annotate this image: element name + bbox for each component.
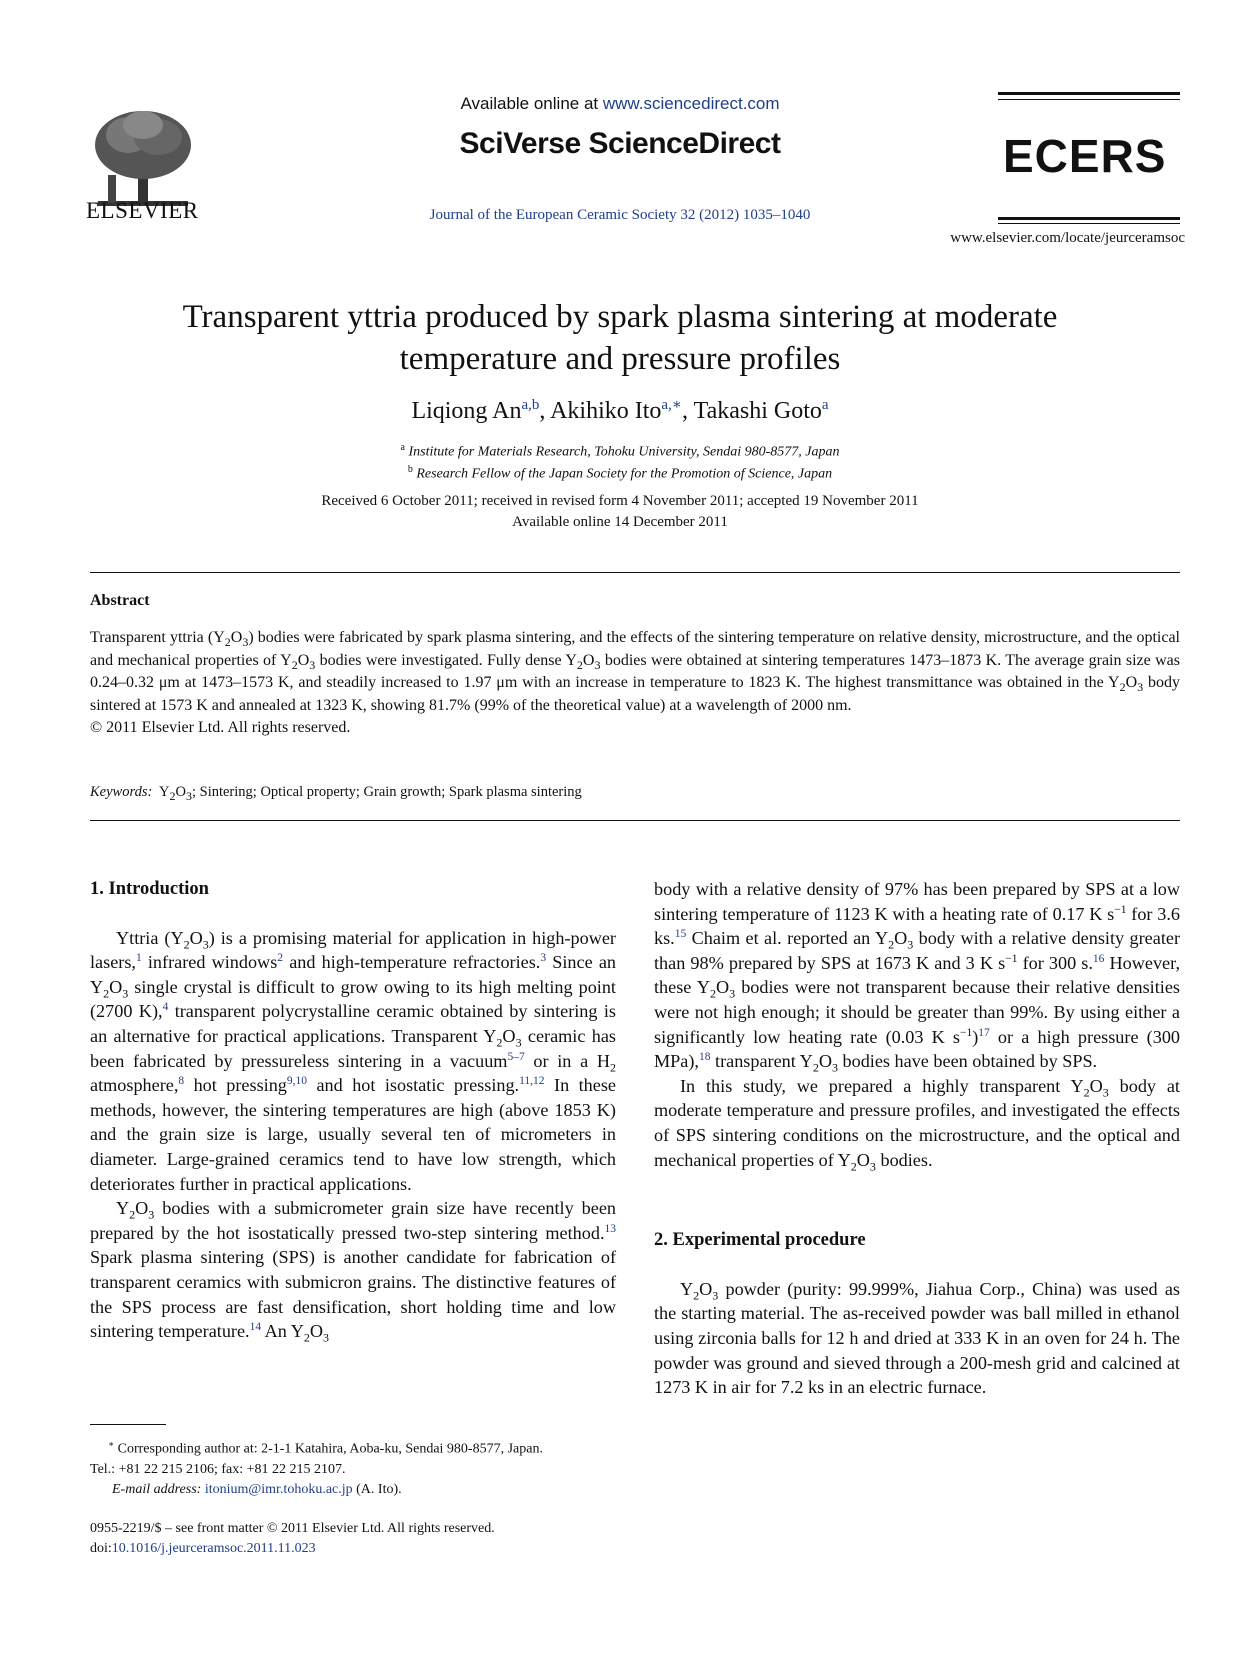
keywords: Keywords: $Y_2O_3$; Sintering; Optical property; Grain growth; Spark plasma sintering	[90, 784, 582, 803]
received-dates: Received 6 October 2011; received in revised form 4 November 2011; accepted 19 November 2011	[321, 493, 919, 509]
abstract-body: Transparent yttria $(Y_2O_3)$ bodies were fabricated by spark plasma sintering, and the effects of the sintering temperature on relative density, microstructure, and the optical and mechanical properties of $Y_2O_3$ bodies were investigated. Fully dense $Y_2O_3$ bodies were obtained at sintering temperatures 1473–1873 K. The average grain size was 0.24–0.32 μm at 1473–1573 K, and steadily increased to 1.97 μm with an increase in temperature to 1823 K. The highest transmittance was obtained in the $Y_2O_3$ body sintered at 1573 K and annealed at 1323 K, showing 81.7% (99% of the theoretical value) at a wavelength of 2000 nm. © 2011 Elsevier Ltd. All rights reserved.	[90, 627, 1180, 740]
left-column	[90, 877, 616, 1344]
affiliation-b: $^b$ Research Fellow of the Japan Society for the Promotion of Science, Japan	[407, 464, 833, 482]
available-online-date: Available online 14 December 2011	[512, 514, 728, 530]
journal-reference[interactable]: Journal of the European Ceramic Society 32 (2012) 1035–1040	[429, 207, 811, 223]
author-affiliation-mark[interactable]: a,b	[521, 397, 540, 413]
sciencedirect-link[interactable]: www.sciencedirect.com	[602, 94, 780, 113]
experimental-paragraph-1: $Y_2O_3$ powder (purity: 99.999%, Jiahua Corp., China) was used as the starting material. The as-received powder was ball milled in ethanol using zirconia balls for 12 h and dried at 333 K in an oven for 24 h. The powder was ground and sieved through a 200-mesh grid and calcined at 1273 K in air for 7.2 ks in an electric furnace.	[654, 1278, 1180, 1398]
society-logo: ECERS	[1003, 130, 1167, 182]
corresponding-author-footnote: ∗ Corresponding author at: 2-1-1 Katahira, Aoba-ku, Sendai 980-8577, Japan. Tel.: +81 22 215 2106; fax: +81 22 215 2107. E-mail address: itonium@imr.tohoku.ac.jp (A. Ito).	[90, 1439, 543, 1497]
publisher-logo-text: ELSEVIER	[86, 198, 199, 223]
right-column	[654, 877, 1180, 1400]
header-rule-bottom-thin	[998, 223, 1180, 224]
author-list: Liqiong An$^{a,b}$, Akihiko Ito$^{a,∗}$, Takashi Goto$^a$	[411, 397, 829, 424]
doi-link[interactable]: 10.1016/j.jeurceramsoc.2011.11.023	[111, 1541, 316, 1556]
header-rule-top	[998, 92, 1180, 95]
header-rule-top-thin	[998, 99, 1180, 100]
author-name: Akihiko Ito	[550, 398, 662, 424]
available-online: Available online at www.sciencedirect.com	[460, 94, 780, 113]
article-title: Transparent yttria produced by spark plasma sintering at moderate temperature and pressure profiles	[182, 299, 1058, 377]
intro-paragraph-2: $Y_2O_3$ bodies with a submicrometer grain size have recently been prepared by the hot isostatically pressed two-step sintering method.$^{13}$ Spark plasma sintering (SPS) is another candidate for fabrication of transparent ceramics with submicron grains. The distinctive features of the SPS process are fast densification, short holding time and low sintering temperature.$^{14}$ An $Y_2O_3$	[90, 1198, 616, 1345]
intro-paragraph-2-continued: body with a relative density of 97% has been prepared by SPS at a low sintering temperature of 1123 K with a heating rate of 0.17 K $s^{-1}$ for 3.6 ks.$^{15}$ Chaim et al. reported an $Y_2O_3$ body with a relative density greater than 98% prepared by SPS at 1673 K and 3 K $s^{-1}$ for 300 s.$^{16}$ However, these $Y_2O_3$ bodies were not transparent because their relative densities were not high enough; it should be greater than 99%. By using either a significantly low heating rate (0.03 K $s^{-1})^{17}$ or a high pressure (300 MPa),$^{18}$ transparent $Y_2O_3$ bodies have been obtained by SPS.	[654, 879, 1181, 1075]
header-rule-bottom	[998, 217, 1180, 220]
abstract-heading: Abstract	[90, 592, 150, 609]
abstract-rule-top	[90, 572, 1180, 573]
intro-paragraph-1: Yttria $(Y_2O_3)$ is a promising material for application in high-power lasers,$^1$ infrared windows$^2$ and high-temperature refractories.$^3$ Since an $Y_2O_3$ single crystal is difficult to grow owing to its high melting point (2700 K),$^4$ transparent polycrystalline ceramic obtained by sintering is an alternative for practical applications. Transparent $Y_2O_3$ ceramic has been fabricated by pressureless sintering in a vacuum$^{5-7}$ or in a $H_2$ atmosphere,$^8$ hot pressing$^{9,10}$ and hot isostatic pressing.$^{11,12}$ In these methods, however, the sintering temperatures are high (above 1853 K) and the grain size is large, usually several ten of micrometers in diameter. Large-grained ceramics tend to have low strength, which deteriorates further in practical applications.	[90, 927, 616, 1194]
email-link[interactable]: itonium@imr.tohoku.ac.jp	[204, 1481, 353, 1497]
sciverse-brand: SciVerse ScienceDirect	[459, 127, 781, 160]
intro-heading: 1. Introduction	[90, 879, 209, 899]
author-name: Takashi Goto	[693, 398, 822, 424]
author-affiliation-mark[interactable]: a,∗	[661, 397, 682, 413]
intro-paragraph-3: In this study, we prepared a highly transparent $Y_2O_3$ body at moderate temperature and pressure profiles, and investigated the effects of SPS sintering conditions on the microstructure, and the optical and mechanical properties of $Y_2O_3$ bodies.	[654, 1075, 1180, 1174]
journal-homepage-url[interactable]: www.elsevier.com/locate/jeurceramsoc	[950, 230, 1185, 246]
abstract-rule-bottom	[90, 820, 1180, 821]
affiliation-a: $^a$ Institute for Materials Research, Tohoku University, Sendai 980-8577, Japan	[400, 442, 840, 460]
author-affiliation-mark[interactable]: a	[821, 397, 829, 413]
footnote-rule	[90, 1424, 166, 1425]
author-name: Liqiong An	[411, 398, 522, 424]
abstract-copyright: © 2011 Elsevier Ltd. All rights reserved.	[90, 719, 351, 736]
experimental-heading: 2. Experimental procedure	[654, 1230, 866, 1251]
front-matter: 0955-2219/$ – see front matter © 2011 Elsevier Ltd. All rights reserved. doi:10.1016/j.jeurceramsoc.2011.11.023	[90, 1521, 495, 1556]
